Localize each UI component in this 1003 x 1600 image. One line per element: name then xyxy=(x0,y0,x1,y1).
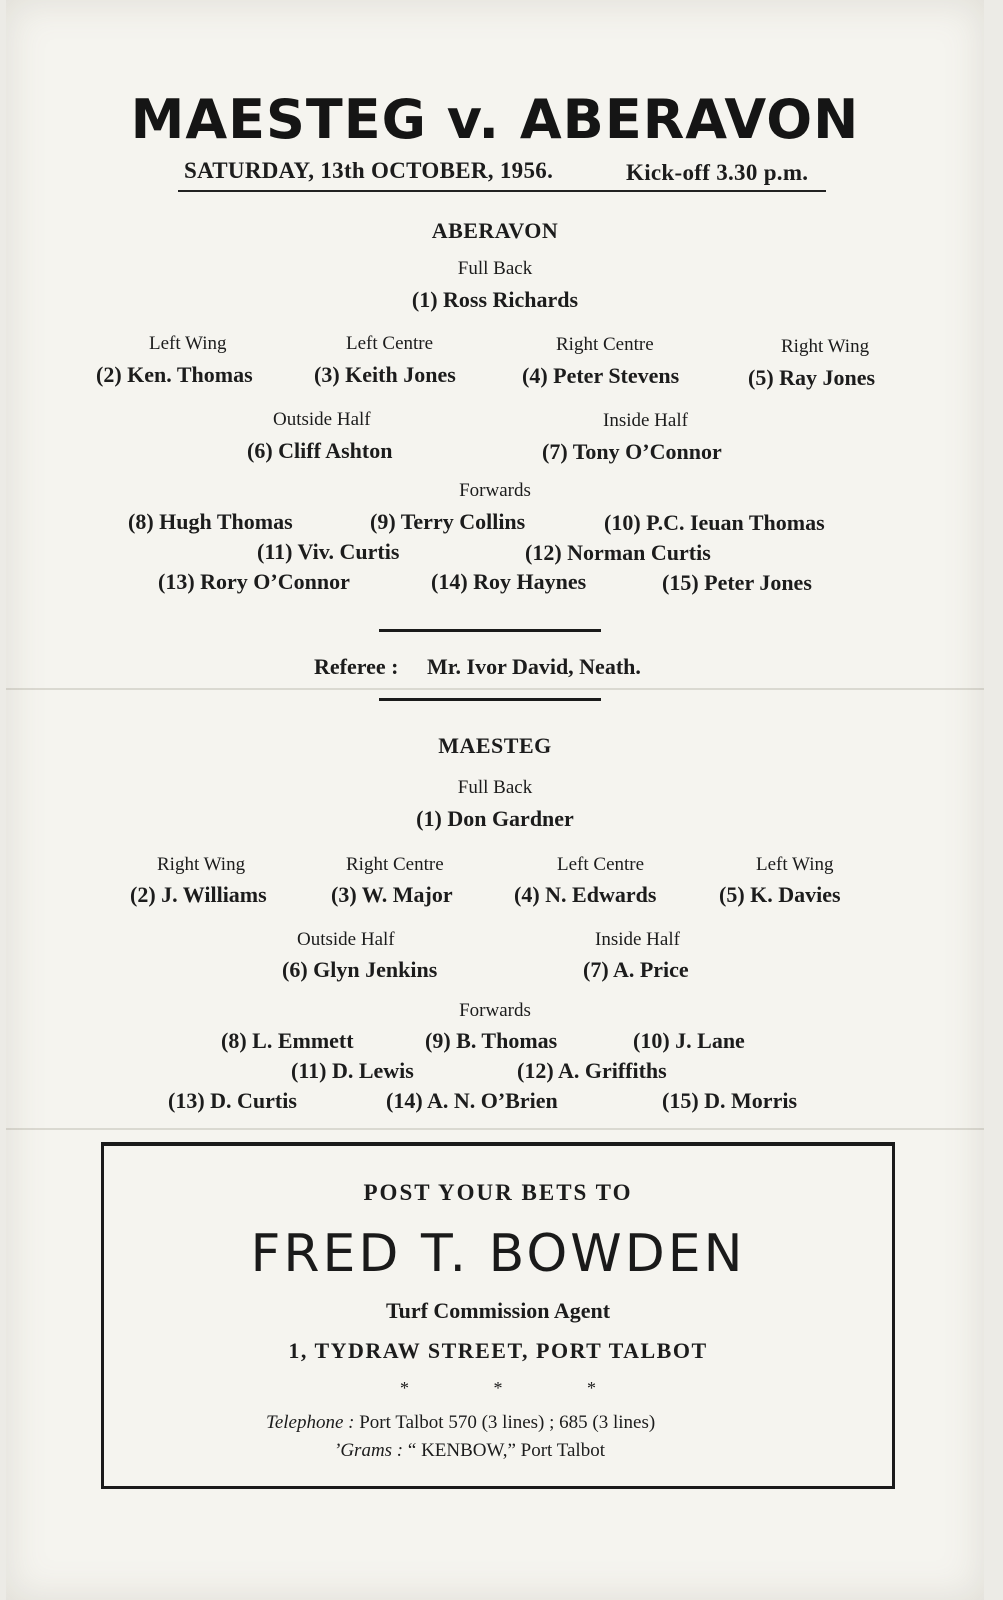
position-label: Outside Half xyxy=(297,929,395,950)
player-forward: (14) A. N. O’Brien xyxy=(386,1088,558,1113)
player-forward: (9) Terry Collins xyxy=(370,509,526,534)
position-label: Forwards xyxy=(459,1000,531,1021)
player-inside-half: (7) A. Price xyxy=(583,957,689,982)
position-label: Outside Half xyxy=(273,409,371,430)
position-label: Right Centre xyxy=(346,854,444,875)
position-label: Inside Half xyxy=(595,929,680,950)
player-left-centre: (4) N. Edwards xyxy=(514,882,657,907)
player-forward: (9) B. Thomas xyxy=(425,1028,558,1053)
player-forward: (10) J. Lane xyxy=(633,1028,745,1053)
referee-label: Referee : xyxy=(314,654,399,679)
player-right-centre: (3) W. Major xyxy=(331,882,453,907)
player-forward: (11) Viv. Curtis xyxy=(257,539,400,564)
player-right-wing: (2) J. Williams xyxy=(130,882,267,907)
player-forward: (15) D. Morris xyxy=(662,1088,798,1113)
player-outside-half: (6) Glyn Jenkins xyxy=(282,957,438,982)
position-label: Full Back xyxy=(457,777,533,798)
telephone-number: Port Talbot 570 (3 lines) ; 685 (3 lines) xyxy=(359,1412,656,1433)
telephone-label: Telephone : xyxy=(266,1412,355,1433)
referee-name: Mr. Ivor David, Neath. xyxy=(427,654,641,679)
player-forward: (12) A. Griffiths xyxy=(517,1058,667,1083)
grams-label: ’Grams : xyxy=(334,1440,404,1461)
advert-stars: * * * xyxy=(400,1378,636,1398)
player-forward: (13) D. Curtis xyxy=(168,1088,297,1113)
position-label: Right Centre xyxy=(556,334,654,355)
position-label: Right Wing xyxy=(157,854,246,875)
position-label: Inside Half xyxy=(603,410,688,431)
player-forward: (10) P.C. Ieuan Thomas xyxy=(604,510,825,535)
advert-bookie-name: FRED T. BOWDEN xyxy=(250,1224,746,1284)
player-forward: (8) L. Emmett xyxy=(221,1028,354,1053)
player-outside-half: (6) Cliff Ashton xyxy=(247,438,393,463)
advert-address: 1, TYDRAW STREET, PORT TALBOT xyxy=(288,1338,708,1363)
grams-address: “ KENBOW,” Port Talbot xyxy=(407,1440,605,1461)
divider-rule xyxy=(379,629,601,632)
advert-box xyxy=(101,1142,895,1489)
player-full-back: (1) Ross Richards xyxy=(411,287,579,312)
player-left-wing: (2) Ken. Thomas xyxy=(96,362,253,387)
position-label: Left Wing xyxy=(756,854,834,875)
team-name-maesteg: MAESTEG xyxy=(438,733,552,758)
player-left-wing: (5) K. Davies xyxy=(719,882,841,907)
player-forward: (8) Hugh Thomas xyxy=(128,509,293,534)
player-forward: (13) Rory O’Connor xyxy=(158,569,350,594)
team-name-aberavon: ABERAVON xyxy=(431,218,559,243)
advert-agent: Turf Commission Agent xyxy=(385,1298,611,1323)
fold-crease xyxy=(6,1128,984,1130)
match-title: MAESTEG v. ABERAVON xyxy=(130,88,860,151)
player-forward: (14) Roy Haynes xyxy=(431,569,587,594)
player-inside-half: (7) Tony O’Connor xyxy=(542,439,722,464)
divider-rule xyxy=(379,698,601,701)
position-label: Left Wing xyxy=(149,333,227,354)
player-right-centre: (4) Peter Stevens xyxy=(522,363,680,388)
advert-post-line: POST YOUR BETS TO xyxy=(363,1180,633,1205)
kickoff-time: Kick-off 3.30 p.m. xyxy=(626,160,809,185)
position-label: Right Wing xyxy=(781,336,870,357)
player-forward: (11) D. Lewis xyxy=(291,1058,414,1083)
position-label: Forwards xyxy=(459,480,531,501)
fold-crease xyxy=(6,688,984,690)
position-label: Full Back xyxy=(457,258,533,279)
player-forward: (15) Peter Jones xyxy=(662,570,812,595)
player-left-centre: (3) Keith Jones xyxy=(314,362,456,387)
player-forward: (12) Norman Curtis xyxy=(525,540,711,565)
match-date: SATURDAY, 13th OCTOBER, 1956. xyxy=(184,158,554,183)
player-right-wing: (5) Ray Jones xyxy=(748,365,876,390)
position-label: Left Centre xyxy=(557,854,645,875)
player-full-back: (1) Don Gardner xyxy=(416,806,574,831)
programme-sheet xyxy=(6,0,984,1600)
date-underline xyxy=(178,190,826,192)
position-label: Left Centre xyxy=(346,333,434,354)
